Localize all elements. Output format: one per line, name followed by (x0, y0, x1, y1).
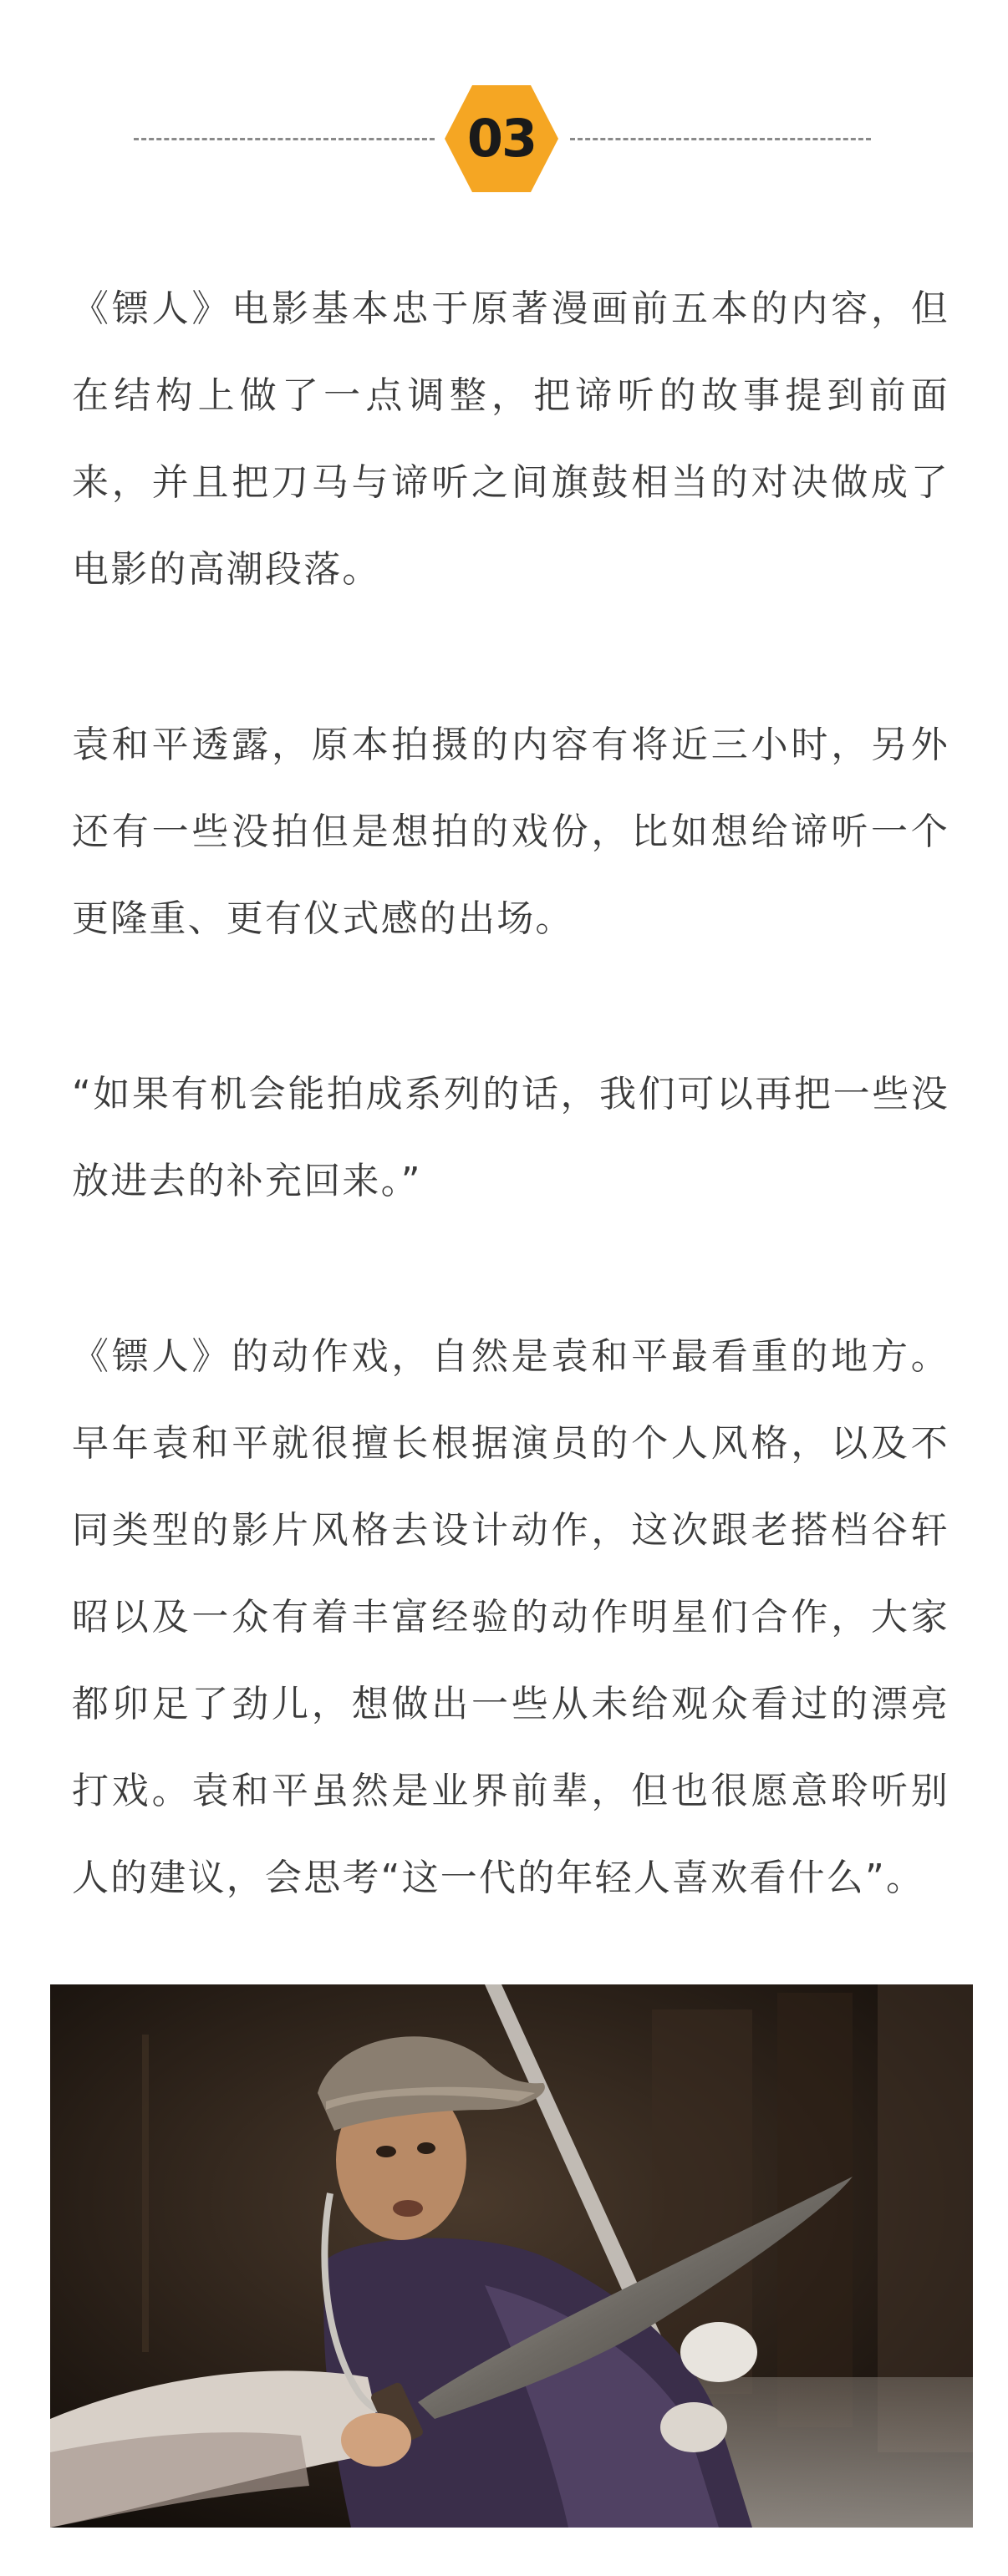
dashed-rule-left (134, 138, 435, 140)
paragraph: 《镖人》电影基本忠于原著漫画前五本的内容，但在结构上做了一点调整，把谛听的故事提到前面来，并且把刀马与谛听之间旗鼓相当的对决做成了电影的高潮段落。 (72, 287, 949, 591)
dashed-rule-right (570, 138, 871, 140)
article-body (72, 266, 949, 2010)
film-still-image (50, 1984, 973, 2528)
paragraph: 袁和平透露，原本拍摄的内容有将近三小时，另外还有一些没拍但是想拍的戏份，比如想给谛听一个更隆重、更有仪式感的出场。 (72, 724, 949, 940)
film-still-photo-icon (50, 1984, 973, 2528)
paragraph: 《镖人》的动作戏，自然是袁和平最看重的地方。早年袁和平就很擅长根据演员的个人风格，以及不同类型的影片风格去设计动作，这次跟老搭档谷轩昭以及一众有着丰富经验的动作明星们合作，大家都卯足了劲儿，想做出一些从未给观众看过的漂亮打戏。袁和平虽然是业界前辈，但也很愿意聆听别人的建议，会思考“这一代的年轻人喜欢看什么”。 (72, 1335, 949, 1899)
section-number-badge (443, 84, 560, 194)
paragraph: “如果有机会能拍成系列的话，我们可以再把一些没放进去的补充回来。” (72, 1073, 949, 1202)
section-divider (0, 84, 1008, 194)
section-number: 03 (466, 108, 537, 169)
